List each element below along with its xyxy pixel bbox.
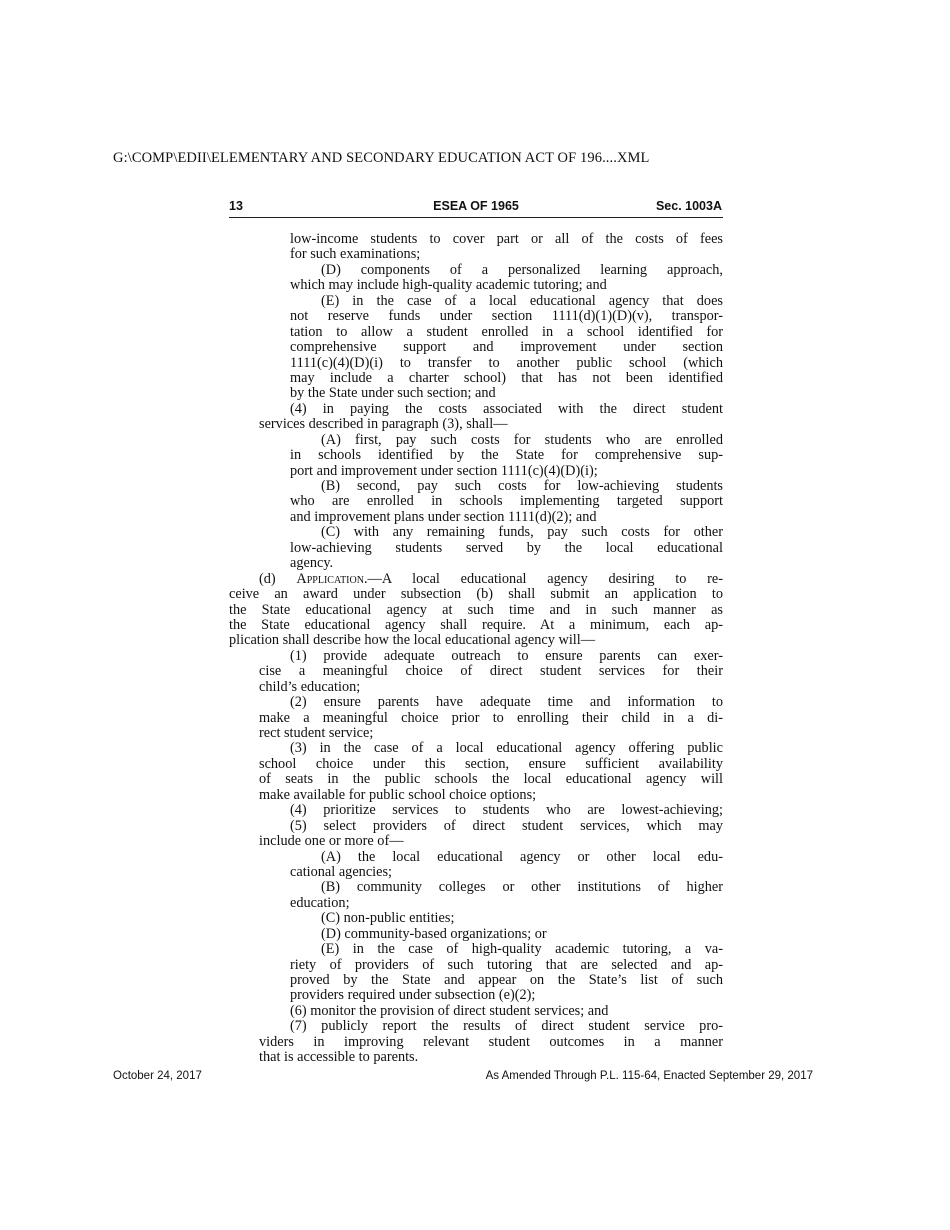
text-line: that is accessible to parents.	[259, 1049, 419, 1066]
text-line: make available for public school choice options;	[259, 786, 537, 803]
text-line: which may include high-quality academic tutoring; and	[290, 277, 607, 294]
section-heading-line	[259, 572, 723, 587]
text-line: the State educational agency shall require. At a minimum, each ap-	[229, 616, 723, 633]
text-line: (A) the local educational agency or other local edu-	[321, 848, 723, 865]
text-line: (A) first, pay such costs for students who are enrolled	[321, 431, 723, 448]
text-line: education;	[290, 894, 350, 911]
text-line: agency.	[290, 555, 334, 572]
text-line: (B) community colleges or other institutions of higher	[321, 879, 723, 896]
text-line: (4) in paying the costs associated with the direct student	[290, 400, 723, 417]
text-line: low-income students to cover part or all of the costs of fees	[290, 231, 723, 247]
subsection-heading: Application	[296, 570, 364, 587]
text-line: the State educational agency at such time and in such manner as	[229, 601, 723, 618]
text-line: in schools identified by the State for comprehensive sup-	[290, 447, 723, 464]
text-line: proved by the State and appear on the State’s list of such	[290, 972, 723, 988]
text-line: and improvement plans under section 1111(d)(2); and	[290, 508, 597, 525]
text-line: not reserve funds under section 1111(d)(1)(D)(v), transpor-	[290, 308, 723, 325]
text-line: (C) with any remaining funds, pay such costs for other	[321, 524, 723, 541]
text-line: make a meaningful choice prior to enrolling their child in a di-	[259, 709, 723, 726]
text-line: by the State under such section; and	[290, 385, 496, 402]
text-line: tation to allow a student enrolled in a school identified for	[290, 323, 723, 340]
footer-date: October 24, 2017	[113, 1070, 202, 1082]
text-line: rect student service;	[259, 725, 374, 741]
text-line: cise a meaningful choice of direct student services for their	[259, 663, 723, 680]
text-line: (E) in the case of high-quality academic tutoring, a va-	[321, 941, 723, 958]
running-header	[229, 198, 723, 218]
text-line: of seats in the public schools the local educational agency will	[259, 771, 723, 788]
text-line: child’s education;	[259, 678, 361, 695]
text-line: may include a charter school) that has not been identified	[290, 369, 723, 386]
text-line: (D) community-based organizations; or	[321, 925, 547, 942]
text-line: (3) in the case of a local educational agency offering public	[290, 740, 723, 757]
text-line: 1111(c)(4)(D)(i) to transfer to another public school (which	[290, 354, 723, 371]
text-line: providers required under subsection (e)(2);	[290, 987, 536, 1004]
text-line: (7) publicly report the results of direct student service pro-	[290, 1018, 723, 1035]
text-line: comprehensive support and improvement under section	[290, 339, 723, 356]
text-line: include one or more of—	[259, 833, 404, 850]
text-line: (2) ensure parents have adequate time and information to	[290, 694, 723, 711]
document-title: ESEA OF 1965	[433, 199, 519, 213]
text-line: (6) monitor the provision of direct student services; and	[290, 1002, 609, 1019]
text-line: services described in paragraph (3), shall—	[259, 416, 508, 433]
text-line: ceive an award under subsection (b) shall submit an application to	[229, 586, 723, 603]
text-line: port and improvement under section 1111(c)(4)(D)(i);	[290, 462, 598, 479]
text-line: school choice under this section, ensure sufficient availability	[259, 755, 723, 772]
text-line: (C) non-public entities;	[321, 910, 455, 927]
file-path: G:\COMP\EDII\ELEMENTARY AND SECONDARY EDUCATION ACT OF 196....XML	[113, 150, 650, 166]
section-label: Sec. 1003A	[655, 199, 722, 213]
text-line: for such examinations;	[290, 246, 421, 263]
text-line: (4) prioritize services to students who are lowest-achieving;	[290, 802, 723, 819]
text-line: (5) select providers of direct student services, which may	[290, 817, 723, 834]
statute-text	[229, 232, 723, 1066]
text-line: riety of providers of such tutoring that are selected and ap-	[290, 956, 723, 973]
subsection-label: (d)	[259, 570, 297, 587]
text-line: (E) in the case of a local educational agency that does	[321, 292, 723, 309]
text-line: who are enrolled in schools implementing targeted support	[290, 493, 723, 510]
text-span: .—A local educational agency desiring to re-	[363, 570, 723, 587]
text-line: (D) components of a personalized learning approach,	[321, 261, 723, 278]
text-line: low-achieving students served by the local educational	[290, 539, 723, 556]
text-line: viders in improving relevant student outcomes in a manner	[259, 1033, 723, 1050]
page-number: 13	[229, 199, 243, 213]
text-line: (B) second, pay such costs for low-achieving students	[321, 478, 723, 494]
text-line: plication shall describe how the local educational agency will—	[229, 632, 596, 649]
text-line: (1) provide adequate outreach to ensure parents can exer-	[290, 647, 723, 664]
footer-amended-note: As Amended Through P.L. 115-64, Enacted September 29, 2017	[485, 1070, 813, 1082]
text-line: cational agencies;	[290, 863, 393, 880]
